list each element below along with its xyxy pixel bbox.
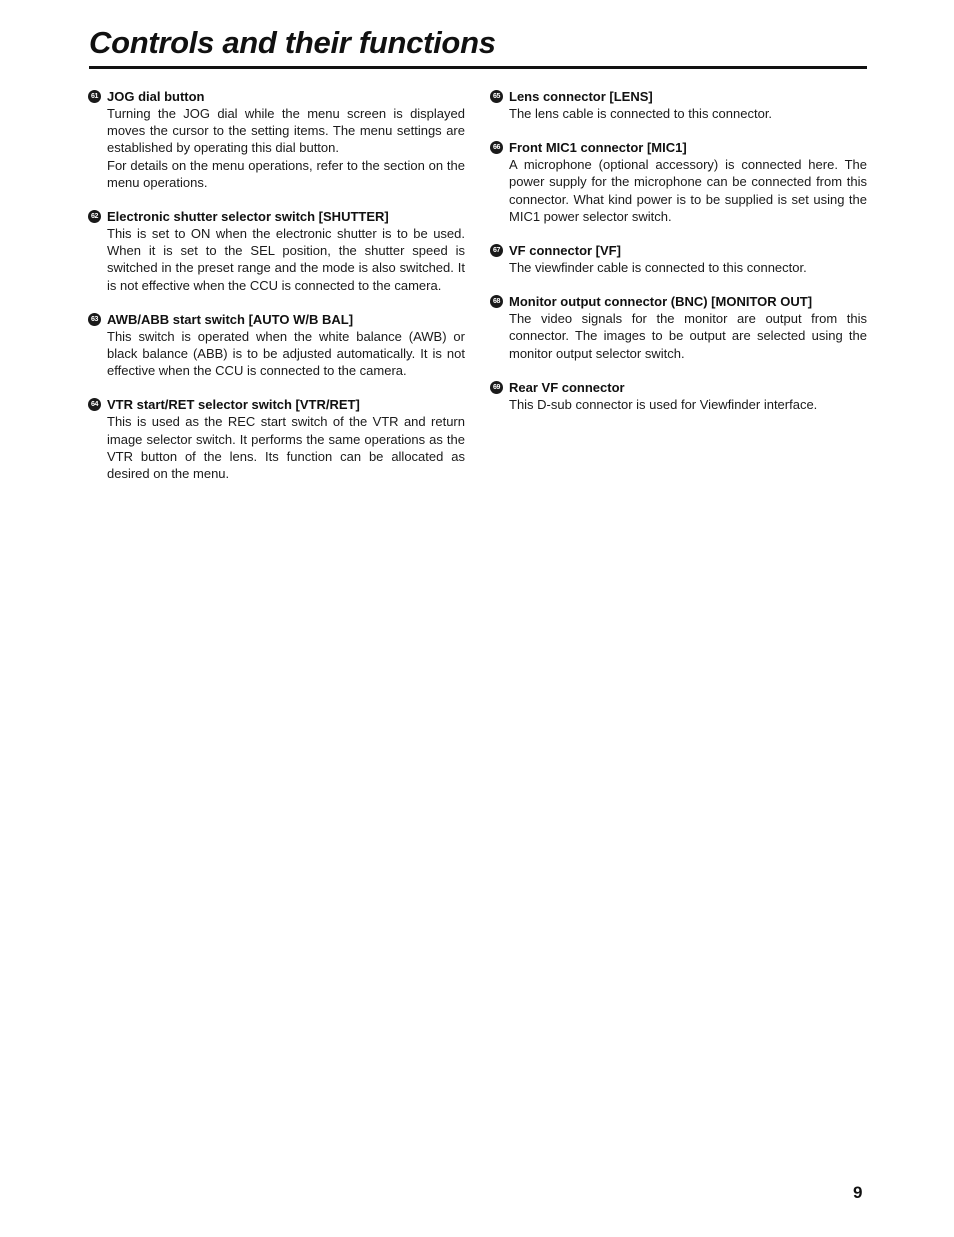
- heading-text: JOG dial button: [107, 89, 205, 104]
- item-description: [509, 310, 867, 362]
- paragraph: The viewfinder cable is connected to this connector.: [509, 260, 807, 276]
- paragraph: A microphone (optional accessory) is connected here. The power supply for the microphone can be connected from this connector. What kind power is to be supplied is set using the MIC1 power selector switch.: [509, 157, 867, 224]
- item-description: [107, 105, 465, 191]
- heading-text: Lens connector [LENS]: [509, 89, 653, 104]
- heading-text: AWB/ABB start switch [AUTO W/B BAL]: [107, 311, 354, 327]
- paragraph: This is used as the REC start switch of the VTR and return image selector switch. It performs the same operations as the VTR button of the lens. Its function can be allocated as desired on the menu.: [107, 414, 465, 482]
- item-description: [509, 259, 867, 276]
- item-description: [107, 413, 465, 482]
- heading-text: Monitor output connector (BNC) [MONITOR OUT]: [509, 294, 813, 310]
- right-column: [490, 88, 867, 430]
- paragraph: This is set to ON when the electronic shutter is to be used. When it is set to the SEL position, the shutter speed is switched in the preset range and the mode is also switched. It is not effective when the CCU is connected to the camera.: [107, 226, 465, 293]
- number-badge-icon: 66: [490, 141, 503, 154]
- item-heading: [88, 208, 465, 225]
- number-badge-icon: 61: [88, 90, 101, 103]
- item-heading: [490, 88, 867, 105]
- page-number: 9: [853, 1183, 863, 1202]
- item-mic1-connector: [490, 139, 867, 225]
- item-heading: [88, 88, 465, 105]
- item-monitor-out-connector: [490, 293, 867, 362]
- item-lens-connector: [490, 88, 867, 122]
- item-heading: [490, 379, 867, 396]
- item-vf-connector: [490, 242, 867, 276]
- item-description: [509, 396, 867, 413]
- page-title: Controls and their functions: [89, 25, 496, 60]
- item-vtr-ret-switch: [88, 396, 465, 482]
- item-description: [107, 328, 465, 380]
- item-heading: [490, 242, 867, 259]
- heading-text: VF connector [VF]: [509, 243, 621, 259]
- paragraph: The lens cable is connected to this connector.: [509, 106, 773, 121]
- title-rule: [89, 66, 867, 69]
- number-badge-icon: 67: [490, 244, 503, 257]
- number-badge-icon: 65: [490, 90, 503, 103]
- paragraph: This D-sub connector is used for Viewfinder interface.: [509, 396, 818, 412]
- paragraph: For details on the menu operations, refer to the section on the menu operations.: [107, 157, 465, 190]
- item-description: [509, 156, 867, 225]
- number-badge-icon: 62: [88, 210, 101, 223]
- item-jog-dial-button: [88, 88, 465, 191]
- heading-text: Rear VF connector: [509, 379, 625, 395]
- item-awb-abb-switch: [88, 311, 465, 380]
- number-badge-icon: 64: [88, 398, 101, 411]
- number-badge-icon: 68: [490, 295, 503, 308]
- number-badge-icon: 69: [490, 381, 503, 394]
- heading-text: Electronic shutter selector switch [SHUTTER]: [107, 209, 389, 225]
- item-heading: [88, 396, 465, 413]
- paragraph: Turning the JOG dial while the menu screen is displayed moves the cursor to the setting items. The menu settings are established by operating this dial button.: [107, 106, 465, 156]
- item-description: [107, 225, 465, 294]
- item-heading: [88, 311, 465, 328]
- item-heading: [490, 293, 867, 310]
- item-rear-vf-connector: [490, 379, 867, 413]
- item-shutter-switch: [88, 208, 465, 294]
- number-badge-icon: 63: [88, 313, 101, 326]
- paragraph: The video signals for the monitor are output from this connector. The images to be output are selected using the monitor output selector switch.: [509, 311, 867, 361]
- paragraph: This switch is operated when the white balance (AWB) or black balance (ABB) is to be adjusted automatically. It is not effective when the CCU is connected to the camera.: [107, 328, 465, 379]
- heading-text: Front MIC1 connector [MIC1]: [509, 140, 687, 156]
- heading-text: VTR start/RET selector switch [VTR/RET]: [107, 397, 360, 413]
- item-description: [509, 105, 867, 122]
- item-heading: [490, 139, 867, 156]
- left-column: [88, 88, 465, 499]
